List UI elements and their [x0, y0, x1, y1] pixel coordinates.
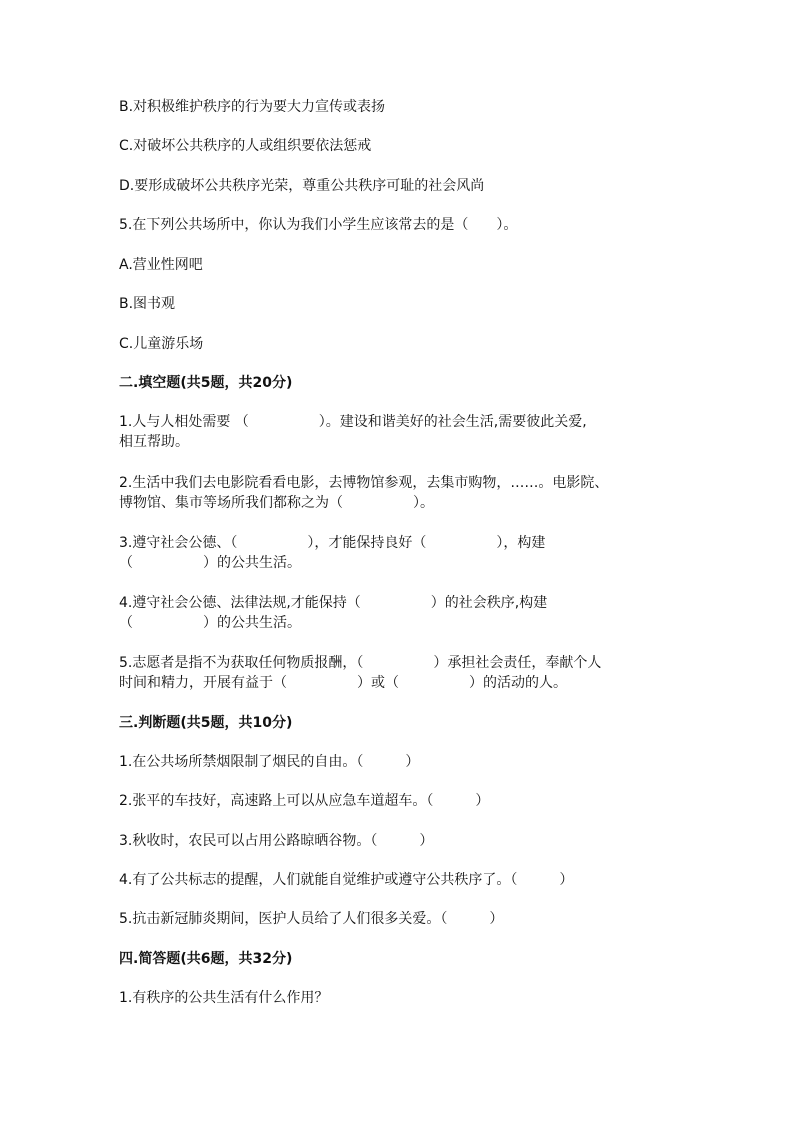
fill-q3-line2: （ ）的公共生活。 — [119, 555, 301, 571]
q5-option-c: C.儿童游乐场 — [119, 336, 204, 352]
fill-q1-line2: 相互帮助。 — [119, 434, 189, 450]
judge-q1: 1.在公共场所禁烟限制了烟民的自由。（ ） — [119, 754, 420, 770]
fill-q2-line1: 2.生活中我们去电影院看看电影，去博物馆参观，去集市购物，……。电影院、 — [119, 475, 609, 491]
option-c: C.对破坏公共秩序的人或组织要依法惩戒 — [119, 138, 372, 154]
judge-q5: 5.抗击新冠肺炎期间，医护人员给了人们很多关爱。（ ） — [119, 911, 504, 927]
option-d: D.要形成破坏公共秩序光荣，尊重公共秩序可耻的社会风尚 — [119, 178, 485, 194]
fill-q5-line1: 5.志愿者是指不为获取任何物质报酬，（ ）承担社会责任，奉献个人 — [119, 655, 602, 671]
judge-section-heading: 三.判断题(共5题，共10分) — [119, 715, 293, 731]
fill-q5-line2: 时间和精力，开展有益于（ ）或（ ）的活动的人。 — [119, 675, 567, 691]
judge-q2: 2.张平的车技好，高速路上可以从应急车道超车。（ ） — [119, 793, 490, 809]
fill-q4-line2: （ ）的公共生活。 — [119, 615, 301, 631]
question-5: 5.在下列公共场所中，你认为我们小学生应该常去的是（ ）。 — [119, 217, 518, 233]
option-b: B.对积极维护秩序的行为要大力宣传或表扬 — [119, 99, 386, 115]
fill-q3-line1: 3.遵守社会公德、（ ），才能保持良好（ ），构建 — [119, 535, 546, 551]
short-section-heading: 四.简答题(共6题，共32分) — [119, 951, 293, 967]
q5-option-b: B.图书观 — [119, 296, 176, 312]
judge-q4: 4.有了公共标志的提醒，人们就能自觉维护或遵守公共秩序了。（ ） — [119, 872, 574, 888]
q5-option-a: A.营业性网吧 — [119, 257, 203, 273]
judge-q3: 3.秋收时，农民可以占用公路晾晒谷物。（ ） — [119, 833, 434, 849]
fill-q4-line1: 4.遵守社会公德、法律法规,才能保持（ ）的社会秩序,构建 — [119, 595, 548, 611]
short-q1: 1.有秩序的公共生活有什么作用？ — [119, 990, 329, 1006]
fill-q2-line2: 博物馆、集市等场所我们都称之为（ ）。 — [119, 495, 434, 511]
fill-section-heading: 二.填空题(共5题，共20分) — [119, 375, 293, 391]
fill-q1-line1: 1.人与人相处需要 （ ）。建设和谐美好的社会生活,需要彼此关爱, — [119, 414, 587, 430]
